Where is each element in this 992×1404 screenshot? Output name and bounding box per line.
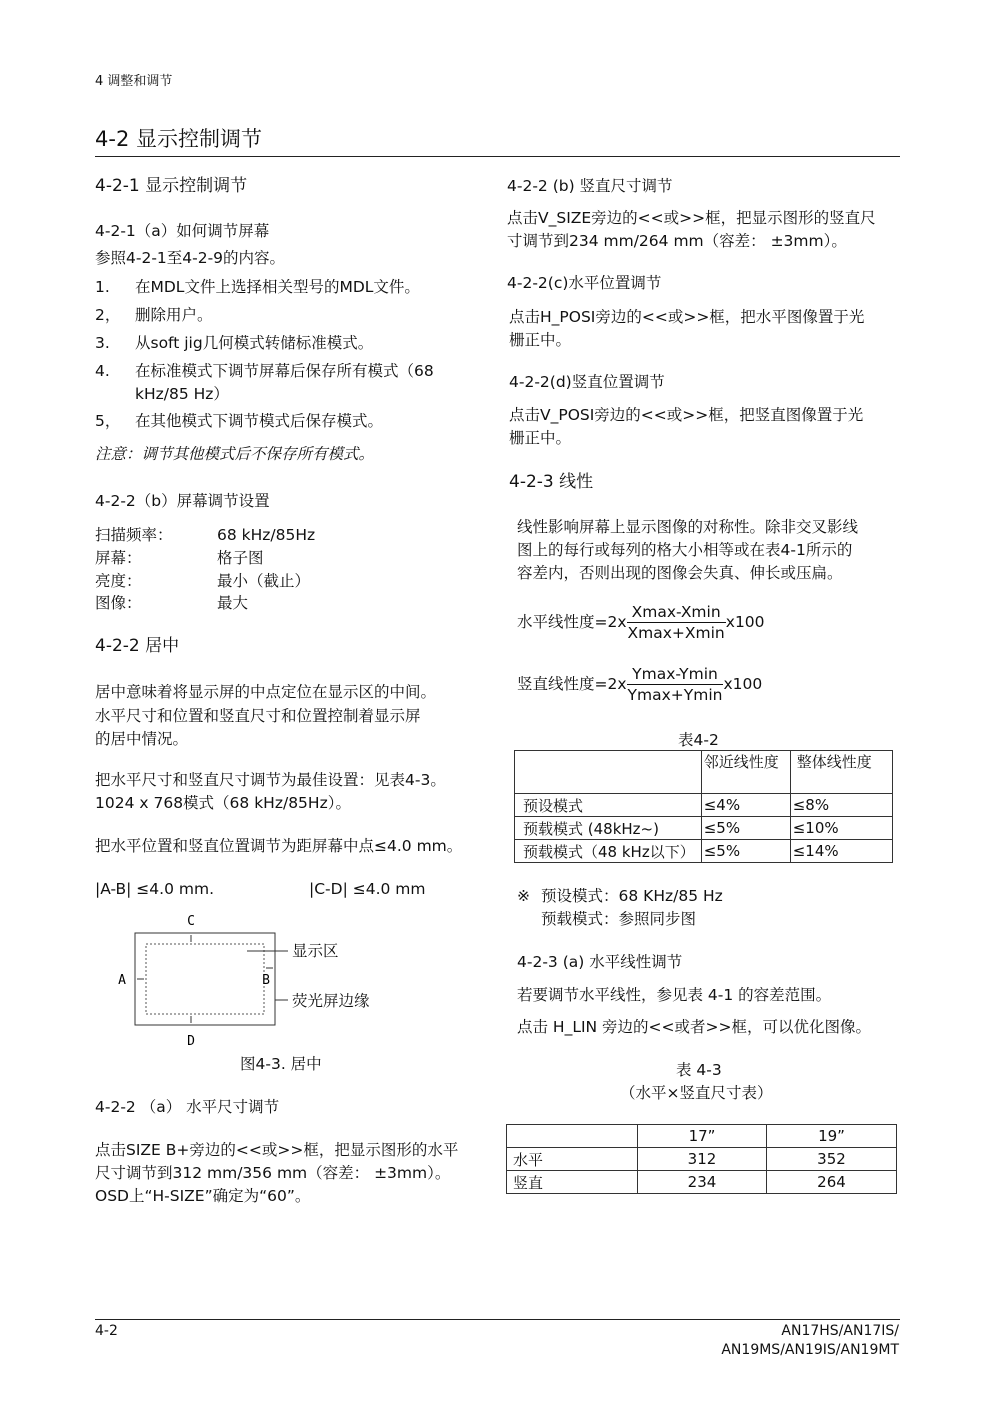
- formula-fraction: [627, 602, 726, 643]
- table-header-row: [515, 751, 893, 794]
- paragraph-line: 把水平尺寸和竖直尺寸调节为最佳设置：见表4-3。: [95, 771, 446, 789]
- note-line: 预设模式：68 KHz/85 Hz: [541, 887, 723, 905]
- paragraph-line: 居中意味着将显示屏的中点定位在显示区的中间。: [95, 683, 437, 701]
- table-4-2-caption: 表4-2: [678, 731, 719, 749]
- footer-rule: [95, 1319, 900, 1320]
- paragraph-line: 尺寸调节到312 mm/356 mm（容差： ±3mm）。: [95, 1164, 451, 1182]
- label-a: A: [118, 973, 126, 988]
- paragraph-line: 栅正中。: [509, 331, 572, 349]
- paragraph-line: 容差内，否则出现的图像会失真、伸长或压扁。: [517, 564, 843, 582]
- table-cell: ≤14%: [790, 840, 892, 863]
- paragraph-line: 点击H_POSI旁边的<<或>>框，把水平图像置于光: [509, 308, 865, 326]
- bezel-edge-rect: [135, 933, 275, 1025]
- note-line: 预载模式：参照同步图: [541, 910, 697, 928]
- table-4-3: [506, 1124, 897, 1194]
- step-text: 在标准模式下调节屏幕后保存所有模式（68: [135, 362, 434, 380]
- heading-4-2-1: 4-2-1 显示控制调节: [95, 176, 248, 196]
- table-cell: ≤5%: [701, 840, 790, 863]
- table-row: [507, 1171, 897, 1194]
- table-header-cell: 17”: [638, 1125, 767, 1148]
- reference-text: 参照4-2-1至4-2-9的内容。: [95, 249, 286, 267]
- paragraph-line: 点击SIZE B+旁边的<<或>>框，把显示图形的水平: [95, 1141, 459, 1159]
- table-cell: 预载模式（48 kHz以下）: [515, 840, 702, 863]
- table-row: [515, 840, 893, 863]
- chapter-header: 4 调整和调节: [95, 74, 173, 89]
- table-cell: ≤5%: [701, 817, 790, 840]
- step-text: 从soft jig几何模式转储标准模式。: [135, 334, 374, 352]
- figure-caption: 图4-3. 居中: [240, 1055, 322, 1073]
- heading-4-2-2b-vertical: 4-2-2 (b) 竖直尺寸调节: [507, 177, 673, 195]
- formula-suffix: x100: [725, 613, 765, 631]
- step-number: 4.: [95, 362, 110, 380]
- formula-denominator: Ymax+Ymin: [627, 686, 723, 704]
- setting-value: 格子图: [217, 549, 264, 567]
- section-title: 4-2 显示控制调节: [95, 127, 262, 151]
- title-rule: [95, 156, 900, 157]
- table-header-cell: 邻近线性度: [701, 751, 790, 794]
- paragraph-line: 若要调节水平线性，参见表 4-1 的容差范围。: [517, 986, 832, 1004]
- formula-denominator: Xmax+Xmin: [627, 624, 725, 642]
- table-4-3-subcaption: （水平×竖直尺寸表）: [620, 1084, 773, 1102]
- step-number: 5，: [95, 412, 121, 430]
- setting-key: 扫描频率：: [95, 526, 173, 544]
- heading-4-2-2d: 4-2-2(d)竖直位置调节: [509, 373, 665, 391]
- table-cell: 水平: [507, 1148, 638, 1171]
- heading-4-2-2: 4-2-2 居中: [95, 636, 180, 656]
- table-row: [515, 794, 893, 817]
- table-header-row: [507, 1125, 897, 1148]
- paragraph-line: 点击V_POSI旁边的<<或>>框，把竖直图像置于光: [509, 406, 864, 424]
- table-cell: [515, 751, 702, 794]
- model-list-line2: AN19MS/AN19IS/AN19MT: [721, 1342, 899, 1358]
- formula-prefix: 水平线性度=2x: [517, 613, 627, 631]
- paragraph-line: 线性影响屏幕上显示图像的对称性。除非交叉影线: [517, 518, 859, 536]
- note-text: 注意：调节其他模式后不保存所有模式。: [95, 445, 375, 463]
- paragraph-line: 1024 x 768模式（68 kHz/85Hz）。: [95, 794, 351, 812]
- display-area-rect: [146, 944, 264, 1014]
- step-text-continued: kHz/85 Hz）: [135, 385, 229, 403]
- table-cell: 312: [638, 1148, 767, 1171]
- heading-4-2-3: 4-2-3 线性: [509, 472, 594, 492]
- table-cell: 预设模式: [515, 794, 702, 817]
- step-number: 2，: [95, 306, 121, 324]
- formula-fraction: [627, 664, 724, 705]
- setting-value: 最小（截止）: [217, 572, 311, 590]
- step-text: 删除用户。: [135, 306, 213, 324]
- heading-4-2-2a: 4-2-2 （a） 水平尺寸调节: [95, 1098, 280, 1116]
- display-area-label: 显示区: [292, 942, 339, 960]
- page-number: 4-2: [95, 1323, 118, 1339]
- table-cell: ≤10%: [790, 817, 892, 840]
- formula-prefix: 竖直线性度=2x: [517, 675, 627, 693]
- table-cell: 352: [767, 1148, 897, 1171]
- step-number: 3.: [95, 334, 110, 352]
- centering-diagram: [110, 908, 410, 1050]
- heading-4-2-2c: 4-2-2(c)水平位置调节: [507, 274, 662, 292]
- table-4-2: [514, 750, 893, 863]
- paragraph-line: 点击V_SIZE旁边的<<或>>框，把显示图形的竖直尺: [507, 209, 876, 227]
- paragraph-line: 寸调节到234 mm/264 mm（容差： ±3mm）。: [507, 232, 847, 250]
- paragraph-line: 的居中情况。: [95, 730, 189, 748]
- label-c: C: [187, 914, 195, 929]
- table-row: [515, 817, 893, 840]
- paragraph-line: 图上的每行或每列的格大小相等或在表4-1所示的: [517, 541, 853, 559]
- setting-value: 最大: [217, 594, 249, 612]
- table-header-cell: 19”: [767, 1125, 897, 1148]
- tolerance-cd: |C-D| ≤4.0 mm: [309, 880, 426, 898]
- tolerance-ab: |A-B| ≤4.0 mm.: [95, 880, 214, 898]
- table-cell: 234: [638, 1171, 767, 1194]
- formula-numerator: Ymax-Ymin: [627, 664, 724, 685]
- model-list-line1: AN17HS/AN17IS/: [781, 1323, 899, 1339]
- setting-key: 亮度：: [95, 572, 142, 590]
- setting-key: 图像：: [95, 594, 142, 612]
- note-mark: ※: [517, 887, 530, 905]
- label-d: D: [187, 1034, 195, 1049]
- paragraph-line: 栅正中。: [509, 429, 572, 447]
- formula-numerator: Xmax-Xmin: [627, 602, 726, 623]
- setting-key: 屏幕：: [95, 549, 142, 567]
- table-cell: 264: [767, 1171, 897, 1194]
- heading-4-2-3a: 4-2-3 (a) 水平线性调节: [517, 953, 683, 971]
- formula-suffix: x100: [723, 675, 763, 693]
- setting-value: 68 kHz/85Hz: [217, 526, 316, 544]
- table-cell: 竖直: [507, 1171, 638, 1194]
- paragraph-line: 点击 H_LIN 旁边的<<或者>>框，可以优化图像。: [517, 1018, 872, 1036]
- formula-horizontal: [517, 602, 765, 643]
- paragraph-line: 把水平位置和竖直位置调节为距屏幕中点≤4.0 mm。: [95, 837, 463, 855]
- table-cell: ≤4%: [701, 794, 790, 817]
- step-text: 在其他模式下调节模式后保存模式。: [135, 412, 384, 430]
- table-cell: 预载模式 (48kHz~): [515, 817, 702, 840]
- formula-vertical: [517, 664, 762, 705]
- table-header-cell: 整体线性度: [790, 751, 892, 794]
- paragraph-line: 水平尺寸和位置和竖直尺寸和位置控制着显示屏: [95, 707, 421, 725]
- heading-4-2-2b: 4-2-2（b）屏幕调节设置: [95, 492, 270, 510]
- step-text: 在MDL文件上选择相关型号的MDL文件。: [135, 278, 420, 296]
- table-cell: [507, 1125, 638, 1148]
- table-4-3-caption: 表 4-3: [676, 1061, 722, 1079]
- table-cell: ≤8%: [790, 794, 892, 817]
- table-row: [507, 1148, 897, 1171]
- label-b: B: [262, 973, 270, 988]
- heading-4-2-1a: 4-2-1（a）如何调节屏幕: [95, 222, 270, 240]
- paragraph-line: OSD上“H-SIZE”确定为“60”。: [95, 1187, 311, 1205]
- step-number: 1.: [95, 278, 110, 296]
- bezel-edge-label: 荧光屏边缘: [292, 992, 370, 1010]
